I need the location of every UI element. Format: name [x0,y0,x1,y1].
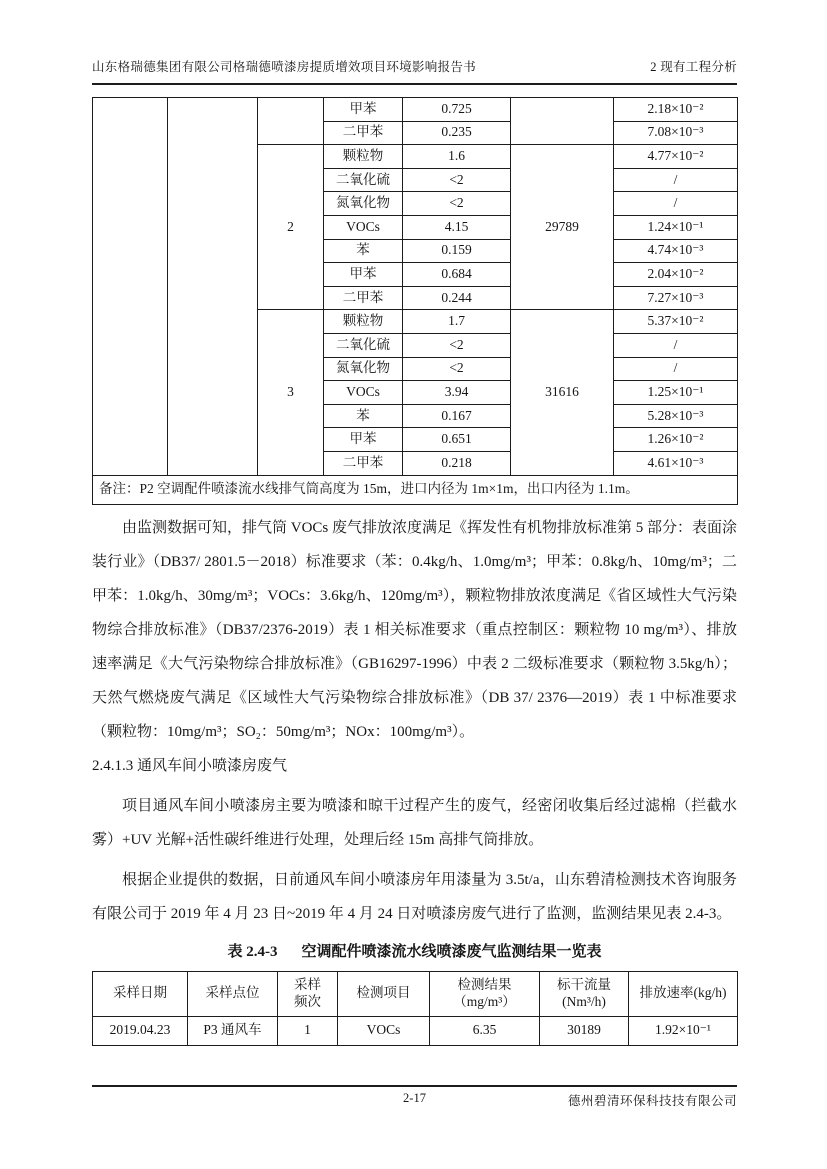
cell-sample-point: P3 通风车 [188,1016,278,1045]
header-test-result-line2: （mg/m³） [453,993,516,1009]
cell-rate: / [614,192,738,216]
cell-rate: 1.24×10⁻¹ [614,215,738,239]
cell-value: 0.235 [403,121,511,145]
cell-value: <2 [403,357,511,381]
cell-pollutant: 二氧化硫 [324,333,403,357]
table-row [93,98,738,122]
header-test-item: 检测项目 [338,971,430,1016]
cell-pollutant: VOCs [324,381,403,405]
cell-value: <2 [403,192,511,216]
cell-standard-flow: 30189 [540,1016,629,1045]
cell-group-no: 3 [258,310,324,475]
cell-empty-group1-flow [511,98,614,145]
cell-pollutant: 甲苯 [324,428,403,452]
cell-rate: 7.08×10⁻³ [614,121,738,145]
cell-value: <2 [403,333,511,357]
cell-value: 0.159 [403,239,511,263]
cell-test-item: VOCs [338,1016,430,1045]
table-row [93,1016,738,1045]
cell-value: <2 [403,168,511,192]
cell-rate: 7.27×10⁻³ [614,286,738,310]
page-header [92,0,737,85]
cell-empty-col2 [168,98,258,476]
table-caption-label: 表 2.4-3 [227,943,278,960]
cell-value: 0.167 [403,404,511,428]
cell-value: 0.725 [403,98,511,122]
cell-value: 3.94 [403,381,511,405]
cell-sample-frequency: 1 [278,1016,338,1045]
footer-company: 德州碧清环保科技技有限公司 [567,1094,737,1108]
cell-pollutant: 二甲苯 [324,121,403,145]
cell-pollutant: 二甲苯 [324,286,403,310]
header-sample-frequency-line1: 采样 [294,976,321,992]
cell-value: 0.218 [403,451,511,475]
cell-value: 1.6 [403,145,511,169]
page-number: 2-17 [403,1091,426,1105]
cell-empty-group1-no [258,98,324,145]
header-sample-frequency-line2: 频次 [294,993,321,1009]
header-sample-frequency [278,971,338,1016]
header-chapter-title: 2 现有工程分析 [650,60,737,74]
cell-value: 1.7 [403,310,511,334]
cell-pollutant: 甲苯 [324,263,403,287]
cell-rate: 5.37×10⁻² [614,310,738,334]
cell-pollutant: 颗粒物 [324,310,403,334]
cell-value: 4.15 [403,215,511,239]
cell-test-result: 6.35 [430,1016,540,1045]
table-caption-title: 空调配件喷漆流水线喷漆废气监测结果一览表 [301,943,602,960]
cell-emission-rate: 1.92×10⁻¹ [629,1016,738,1045]
cell-group-no: 2 [258,145,324,310]
header-test-result-line1: 检测结果 [457,976,512,992]
cell-pollutant: 苯 [324,239,403,263]
cell-pollutant: VOCs [324,215,403,239]
table-header-row [93,971,738,1016]
paragraph-process-description: 项目通风车间小喷漆房主要为喷漆和晾干过程产生的废气，经密闭收集后经过滤棉（拦截水雾）+UV 光解+活性碳纤维进行处理，处理后经 15m 高排气筒排放。 [92,797,737,848]
cell-rate: 5.28×10⁻³ [614,404,738,428]
table-note-row [93,475,738,504]
cell-rate: / [614,333,738,357]
monitoring-results-table [92,971,738,1046]
cell-pollutant: 甲苯 [324,98,403,122]
paragraph-standards-analysis: 由监测数据可知，排气筒 VOCs 废气排放浓度满足《挥发性有机物排放标准第 5 部分：表面涂装行业》（DB37/ 2801.5－2018）标准要求（苯：0.4kg/h、1.0mg/m³；甲苯：0.8kg/h、10mg/m³；二甲苯：1.0kg/h、30mg/m³；VOCs：3.6kg/h、120mg/m³），颗粒物排放浓度满足《省区域性大气污染物综合排放标准》（DB37/2376-2019）表 1 相关标准要求（重点控制区：颗粒物 10 mg/m³）、排放速率满足《大气污染物综合排放标准》（GB16297-1996）中表 2 二级标准要求（颗粒物 3.5kg/h）；天然气燃烧废气满足《区域性大气污染物综合排放标准》（DB 37/ 2376—2019）表 1 中标准要求（颗粒物：10mg/m³；SO₂：50mg/m³；NOx：100mg/m³）。 [92,519,738,740]
header-sample-point: 采样点位 [188,971,278,1016]
header-standard-flow-line1: 标干流量 [557,976,611,992]
table-note: 备注：P2 空调配件喷漆流水线排气筒高度为 15m，进口内径为 1m×1m，出口内径为 1.1m。 [93,475,738,504]
cell-rate: 1.26×10⁻² [614,428,738,452]
cell-pollutant: 氮氧化物 [324,357,403,381]
cell-rate: 4.61×10⁻³ [614,451,738,475]
cell-pollutant: 苯 [324,404,403,428]
cell-rate: 1.25×10⁻¹ [614,381,738,405]
header-test-result [430,971,540,1016]
cell-pollutant: 颗粒物 [324,145,403,169]
header-sample-date: 采样日期 [93,971,188,1016]
cell-rate: / [614,168,738,192]
header-emission-rate: 排放速率(kg/h) [629,971,738,1016]
cell-empty-col1 [93,98,168,476]
cell-rate: 4.77×10⁻² [614,145,738,169]
cell-value: 0.684 [403,263,511,287]
header-standard-flow [540,971,629,1016]
cell-pollutant: 二甲苯 [324,451,403,475]
table-caption [92,939,737,965]
cell-pollutant: 氮氧化物 [324,192,403,216]
emission-results-table [92,97,738,505]
page-content [92,97,737,1046]
cell-value: 0.244 [403,286,511,310]
cell-rate: 2.04×10⁻² [614,263,738,287]
cell-rate: 2.18×10⁻² [614,98,738,122]
header-report-title: 山东格瑞德集团有限公司格瑞德喷漆房提质增效项目环境影响报告书 [92,60,477,74]
header-standard-flow-line2: (Nm³/h) [562,993,606,1009]
cell-rate: 4.74×10⁻³ [614,239,738,263]
cell-pollutant: 二氧化硫 [324,168,403,192]
cell-value: 0.651 [403,428,511,452]
cell-rate: / [614,357,738,381]
cell-flow: 29789 [511,145,614,310]
section-heading: 2.4.1.3 通风车间小喷漆房废气 [92,757,288,774]
page-footer [92,1085,737,1109]
paragraph-monitoring-info: 根据企业提供的数据，日前通风车间小喷漆房年用漆量为 3.5t/a，山东碧清检测技术咨询服务有限公司于 2019 年 4 月 23 日~2019 年 4 月 24 日对喷漆房废气进行了监测，监测结果见表 2.4-3。 [92,871,737,922]
cell-sample-date: 2019.04.23 [93,1016,188,1045]
cell-flow: 31616 [511,310,614,475]
